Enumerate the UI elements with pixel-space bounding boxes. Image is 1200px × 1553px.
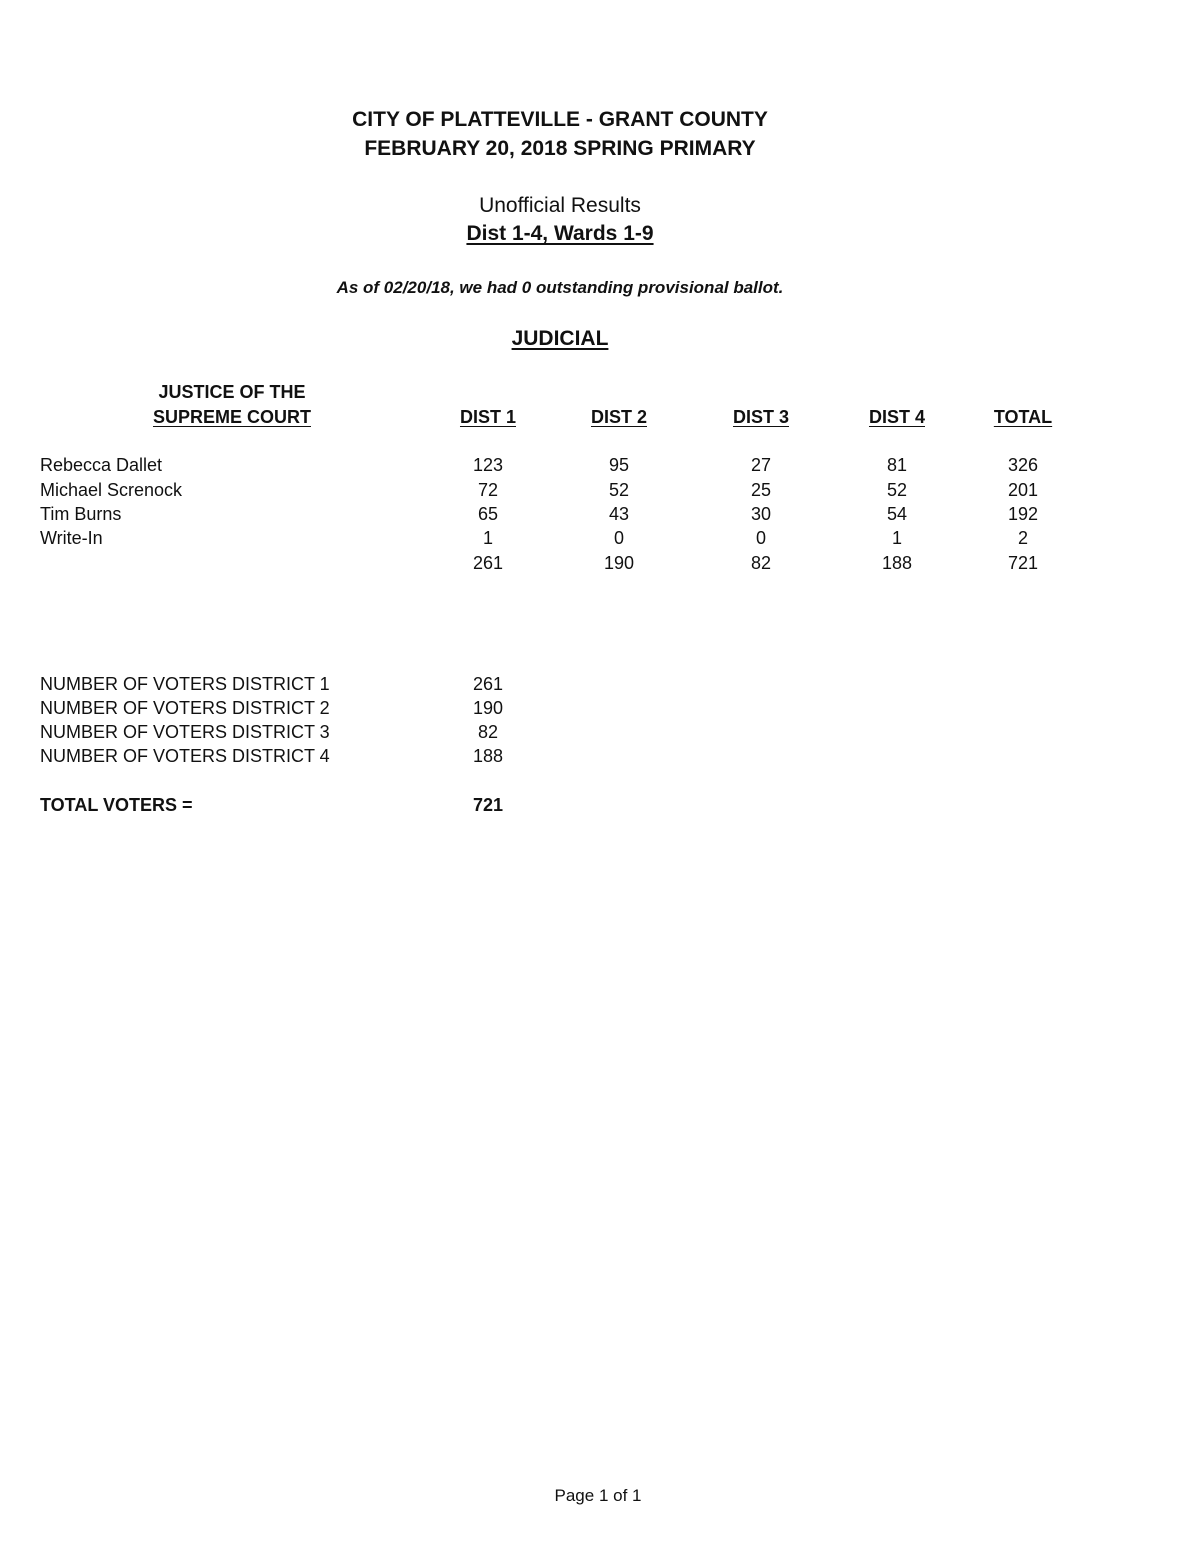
voters-district-value: 261 <box>472 674 504 694</box>
results-scope: Dist 1-4, Wards 1-9 <box>466 222 654 245</box>
candidate-name: Michael Screnock <box>40 480 183 500</box>
candidate-name: Tim Burns <box>40 504 122 524</box>
vote-count: 52 <box>608 480 630 500</box>
total-voters-value: 721 <box>472 795 504 815</box>
voters-district-value: 82 <box>477 722 499 742</box>
vote-count: 25 <box>750 480 772 500</box>
column-total-dist-4: 188 <box>881 553 913 573</box>
provisional-ballot-note: As of 02/20/18, we had 0 outstanding provisional ballot. <box>336 278 784 297</box>
column-header-dist-2: DIST 2 <box>590 407 647 427</box>
total-voters-label: TOTAL VOTERS = <box>40 795 193 815</box>
voters-district-value: 188 <box>472 746 504 766</box>
vote-count: 27 <box>750 455 772 475</box>
vote-count: 123 <box>472 455 504 475</box>
column-total-dist-2: 190 <box>603 553 635 573</box>
vote-count: 81 <box>886 455 908 475</box>
voters-district-label: NUMBER OF VOTERS DISTRICT 2 <box>40 698 330 718</box>
voters-district-label: NUMBER OF VOTERS DISTRICT 4 <box>40 746 330 766</box>
office-title-line1: JUSTICE OF THE <box>158 382 306 402</box>
office-title-line2: SUPREME COURT <box>152 407 311 427</box>
vote-count: 95 <box>608 455 630 475</box>
candidate-name: Rebecca Dallet <box>40 455 163 475</box>
column-header-dist-3: DIST 3 <box>732 407 789 427</box>
column-total-dist-3: 82 <box>750 553 772 573</box>
voters-district-value: 190 <box>472 698 504 718</box>
vote-count: 54 <box>886 504 908 524</box>
column-total-dist-1: 261 <box>472 553 504 573</box>
vote-count: 0 <box>613 528 624 548</box>
section-title: JUDICIAL <box>511 327 609 350</box>
column-header-dist-4: DIST 4 <box>868 407 925 427</box>
voters-district-label: NUMBER OF VOTERS DISTRICT 3 <box>40 722 330 742</box>
column-header-dist-1: DIST 1 <box>459 407 516 427</box>
vote-count: 1 <box>891 528 902 548</box>
column-header-total: TOTAL <box>993 407 1053 427</box>
vote-count: 0 <box>755 528 766 548</box>
grand-total: 721 <box>1007 553 1039 573</box>
vote-total: 192 <box>1007 504 1039 524</box>
page-number: Page 1 of 1 <box>554 1486 642 1505</box>
results-status: Unofficial Results <box>479 194 641 217</box>
vote-count: 65 <box>477 504 499 524</box>
candidate-name: Write-In <box>40 528 103 548</box>
vote-count: 72 <box>477 480 499 500</box>
document-title-line1: CITY OF PLATTEVILLE - GRANT COUNTY <box>352 108 768 131</box>
vote-count: 30 <box>750 504 772 524</box>
vote-count: 1 <box>482 528 493 548</box>
vote-count: 43 <box>608 504 630 524</box>
vote-total: 326 <box>1007 455 1039 475</box>
vote-count: 52 <box>886 480 908 500</box>
vote-total: 2 <box>1017 528 1028 548</box>
voters-district-label: NUMBER OF VOTERS DISTRICT 1 <box>40 674 330 694</box>
vote-total: 201 <box>1007 480 1039 500</box>
document-title-line2: FEBRUARY 20, 2018 SPRING PRIMARY <box>364 137 756 160</box>
